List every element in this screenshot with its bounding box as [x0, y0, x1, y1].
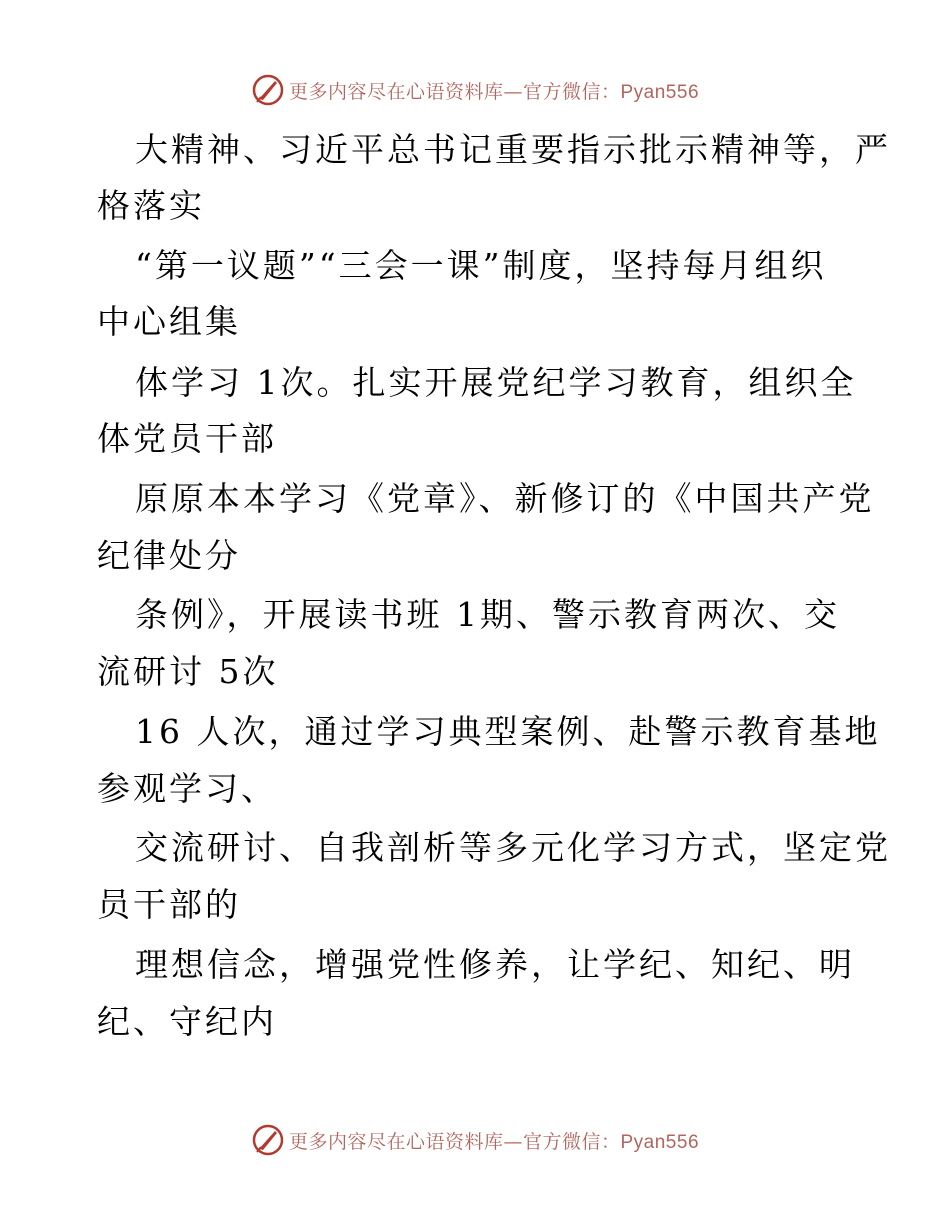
quill-logo-icon [251, 73, 285, 107]
body-line: 16 人次，通过学习典型案例、赴警示教育基地 [135, 712, 881, 751]
body-line: 中心组集 [97, 302, 241, 341]
body-line: 理想信念，增强党性修养，让学纪、知纪、明 [135, 945, 855, 984]
footer-banner-text: 更多内容尽在心语资料库—官方微信： [288, 1130, 621, 1153]
header-banner-text: 更多内容尽在心语资料库—官方微信： [288, 80, 621, 103]
quill-logo-icon [251, 1123, 285, 1157]
footer-banner [0, 1120, 950, 1160]
body-line: 体党员干部 [97, 419, 277, 458]
footer-banner-handle: Pyan556 [620, 1131, 700, 1153]
body-line: 原原本本学习《党章》、新修订的《中国共产党 [135, 479, 875, 518]
body-line: “第一议题”“三会一课”制度，坚持每月组织 [135, 246, 827, 285]
header-banner [0, 70, 950, 110]
body-line: 交流研讨、自我剖析等多元化学习方式，坚定党 [135, 828, 891, 867]
body-line: 格落实 [97, 186, 205, 225]
header-banner-handle: Pyan556 [620, 81, 700, 103]
body-line: 体学习 1次。扎实开展党纪学习教育，组织全 [135, 363, 857, 402]
body-line: 大精神、习近平总书记重要指示批示精神等，严 [135, 130, 891, 169]
body-line: 纪律处分 [97, 536, 241, 575]
body-line: 条例》，开展读书班 1期、警示教育两次、交 [135, 595, 840, 634]
body-line: 参观学习、 [97, 769, 277, 808]
body-line: 员干部的 [97, 885, 241, 924]
body-line: 流研讨 5次 [97, 652, 279, 691]
body-line: 纪、守纪内 [97, 1002, 277, 1041]
